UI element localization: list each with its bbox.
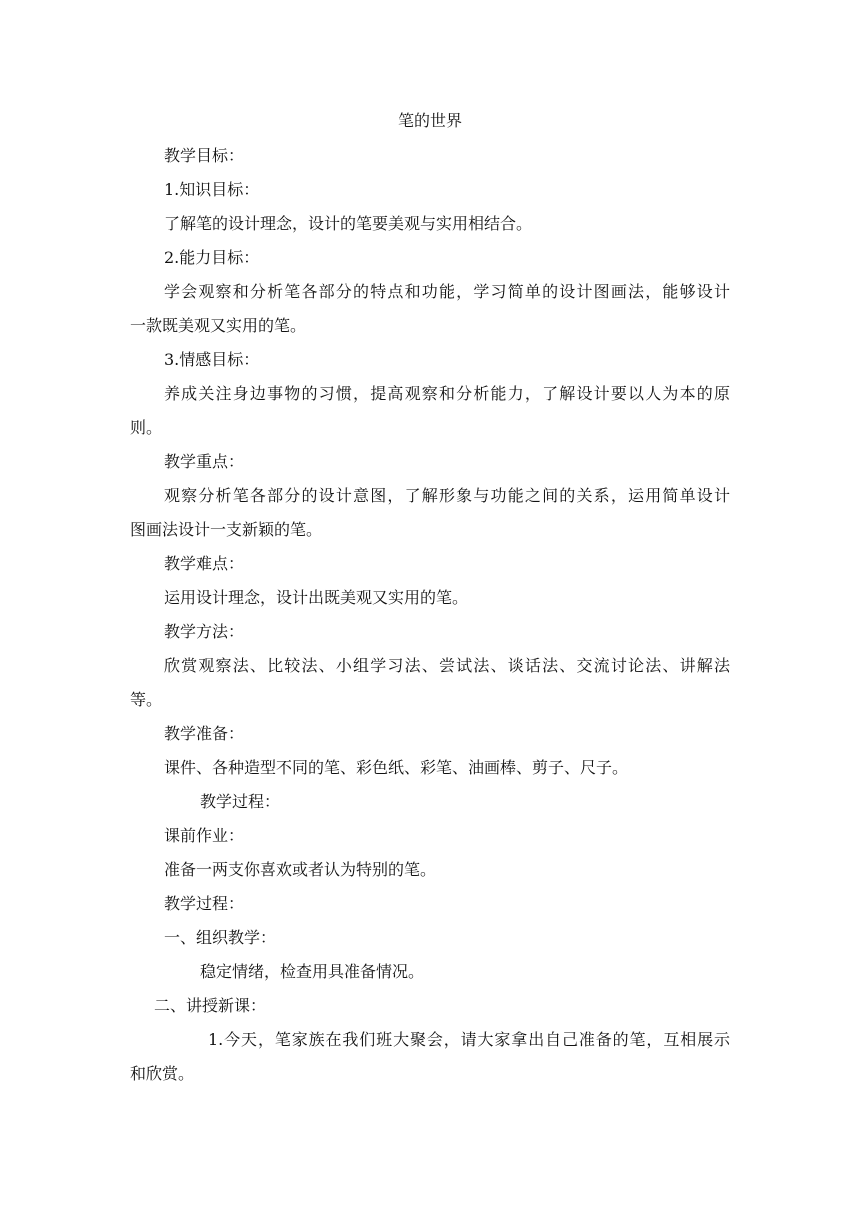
paragraph-line: 了解笔的设计理念，设计的笔要美观与实用相结合。 <box>164 214 533 233</box>
paragraph-line: 稳定情绪，检查用具准备情况。 <box>200 962 425 981</box>
section-heading: 教学过程： <box>164 894 245 913</box>
section-heading: 教学过程： <box>200 792 281 811</box>
paragraph-line: 1.今天，笔家族在我们班大聚会，请大家拿出自己准备的笔，互相展示 <box>208 1030 730 1049</box>
step-heading: 二、讲授新课： <box>154 996 267 1015</box>
document-title: 笔的世界 <box>397 111 462 130</box>
sub-heading: 3.情感目标： <box>164 350 260 369</box>
paragraph-line: 和欣赏。 <box>130 1064 195 1083</box>
paragraph-line: 欣赏观察法、比较法、小组学习法、尝试法、谈话法、交流讨论法、讲解法 <box>164 656 730 675</box>
paragraph-line: 课件、各种造型不同的笔、彩色纸、彩笔、油画棒、剪子、尺子。 <box>164 758 629 777</box>
paragraph-line: 则。 <box>130 418 163 437</box>
paragraph-line: 图画法设计一支新颖的笔。 <box>130 520 323 539</box>
paragraph-line: 观察分析笔各部分的设计意图，了解形象与功能之间的关系，运用简单设计 <box>164 486 730 505</box>
paragraph-line: 等。 <box>130 690 163 709</box>
section-heading: 教学难点： <box>164 554 245 573</box>
paragraph-line: 准备一两支你喜欢或者认为特别的笔。 <box>164 860 437 879</box>
paragraph-line: 学会观察和分析笔各部分的特点和功能，学习简单的设计图画法，能够设计 <box>164 282 730 301</box>
section-heading: 教学准备： <box>164 724 245 743</box>
sub-heading: 2.能力目标： <box>164 248 260 267</box>
sub-heading: 1.知识目标： <box>164 180 260 199</box>
section-heading: 教学方法： <box>164 622 245 641</box>
step-heading: 一、组织教学： <box>164 928 277 947</box>
paragraph-line: 一款既美观又实用的笔。 <box>130 316 307 335</box>
section-heading: 教学目标： <box>164 146 245 165</box>
section-heading: 课前作业： <box>164 826 245 845</box>
paragraph-line: 运用设计理念，设计出既美观又实用的笔。 <box>164 588 469 607</box>
paragraph-line: 养成关注身边事物的习惯，提高观察和分析能力，了解设计要以人为本的原 <box>164 384 730 403</box>
section-heading: 教学重点： <box>164 452 245 471</box>
